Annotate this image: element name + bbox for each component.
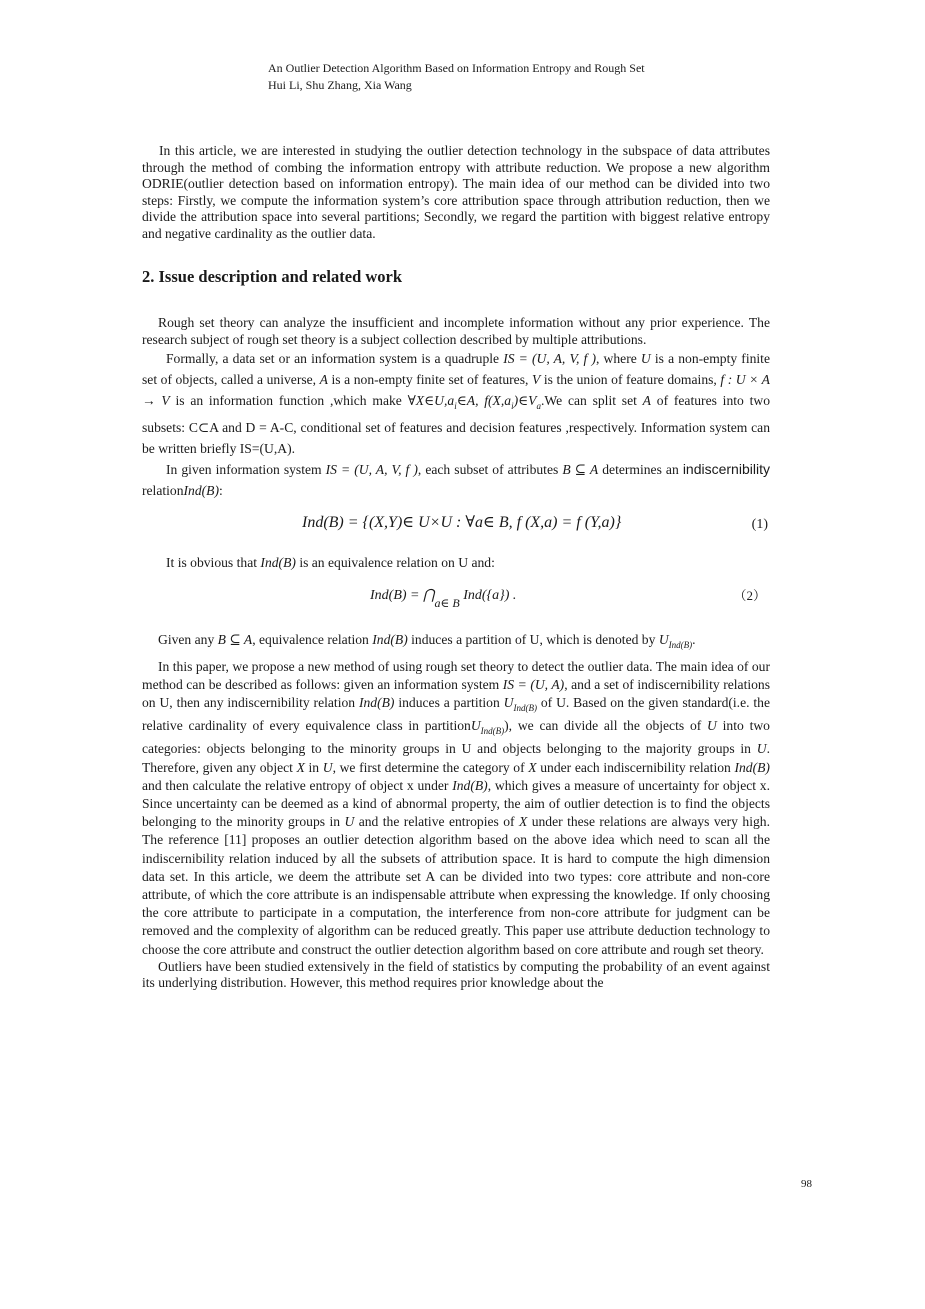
paragraph-equivalence: It is obvious that Ind(B) is an equivalence relation on U and: [166, 555, 495, 571]
section-heading: 2. Issue description and related work [142, 266, 403, 286]
page-body [142, 143, 770, 992]
page-number: 98 [801, 1178, 812, 1190]
equation-2-number: （2） [733, 587, 766, 603]
paragraph-partition: Given any B ⊆ A, equivalence relation Ind(B) induces a partition of U, which is denoted by $U_{Ind(B)}$. [158, 631, 696, 650]
paper-authors: Hui Li, Shu Zhang, Xia Wang [268, 78, 412, 92]
paragraph-indiscernibility: In given information system IS = (U, A, V, f ), each subset of attributes B ⊆ A determines an indiscernibility relationInd(B): [142, 461, 770, 499]
paper-title: An Outlier Detection Algorithm Based on Information Entropy and Rough Set [268, 61, 645, 75]
equation-1-expression: Ind(B) = {(X,Y)∈ U×U : ∀a∈ B, f (X,a) = f (Y,a)} [302, 514, 622, 532]
paragraph-rough-set: Rough set theory can analyze the insufficient and incomplete information without any prior experience. The research subject of rough set theory is a subject collection described by multiple attributions. [142, 315, 770, 347]
equation-1-number: (1) [751, 517, 768, 533]
equation-1 [142, 515, 770, 537]
equation-2 [142, 588, 770, 618]
intro-paragraph: In this article, we are interested in studying the outlier detection technology in the subspace of data attributes through the method of combing the information entropy with attribute reduction. We propose a new algorithm ODRIE(outlier detection based on information entropy). The main idea of our method can be divided into two steps: Firstly, we compute the information system’s core attribution space through attribution reduction, then we divide the attribution space into several partitions; Secondly, we regard the partition with biggest relative entropy and negative cardinality as the outlier data. [142, 143, 770, 241]
equation-2-expression: Ind(B) = ⋂a∈ B Ind({a}) . [370, 587, 517, 610]
running-head [268, 60, 645, 94]
paragraph-method: In this paper, we propose a new method of using rough set theory to detect the outlier data. The main idea of our method can be described as follows: given an information system IS = (U, A), and a set of indiscernibility relations on U, then any indiscernibility relation Ind(B) induces a partition $U_{Ind(B)}$ of U. Based on the given standard(i.e. the relative cardinality of every equivalence class in partitionU$_{Ind(B)}$), we can divide all the objects of U into two categories: objects belonging to the minority groups in U and objects belonging to the majority groups in U. Therefore, given any object X in U, we first determine the category of X under each indiscernibility relation Ind(B) and then calculate the relative entropy of object x under Ind(B), which gives a measure of uncertainty for object x. Since uncertainty can be deemed as a kind of abnormal property, the aim of outlier detection is to find the objects belonging to the minority groups in U and the relative entropies of X under these relations are always very high. The reference [11] proposes an outlier detection algorithm based on the above idea which need to scan all the indiscernibility relation induced by all the subsets of attribution space. It is hard to compute the high dimension data set. In this article, we deem the attribute set A can be divided into two types: core attribute and non-core attribute, of which the core attribute is an indispensable attribute when expressing the knowledge. If only choosing the core attribute to participate in a computation, the interference from non-core attribute for judgment can be removed and the complexity of algorithm can be reduced greatly. This paper use attribute deduction technology to choose the core attribute and construct the outlier detection algorithm based on core attribute and rough set theory. [142, 658, 771, 957]
paragraph-formal-definition: Formally, a data set or an information system is a quadruple IS = (U, A, V, f ), where U is a non-empty finite set of objects, called a universe, A is a non-empty finite set of features, V is the union of feature domains, f : U × A → V is an information function ,which make $\forall X\in U,a_i\in A$, $f(X,a_i)\in V_a.We$ can split set A of features into two subsets: C⊂A and D = A-C, conditional set of features and decision features ,respectively. Information system can be written briefly IS=(U,A). [142, 351, 770, 457]
paragraph-outliers-statistics: Outliers have been studied extensively in the field of statistics by computing the probability of an event against its underlying distribution. However, this method requires prior knowledge about the [142, 958, 770, 991]
